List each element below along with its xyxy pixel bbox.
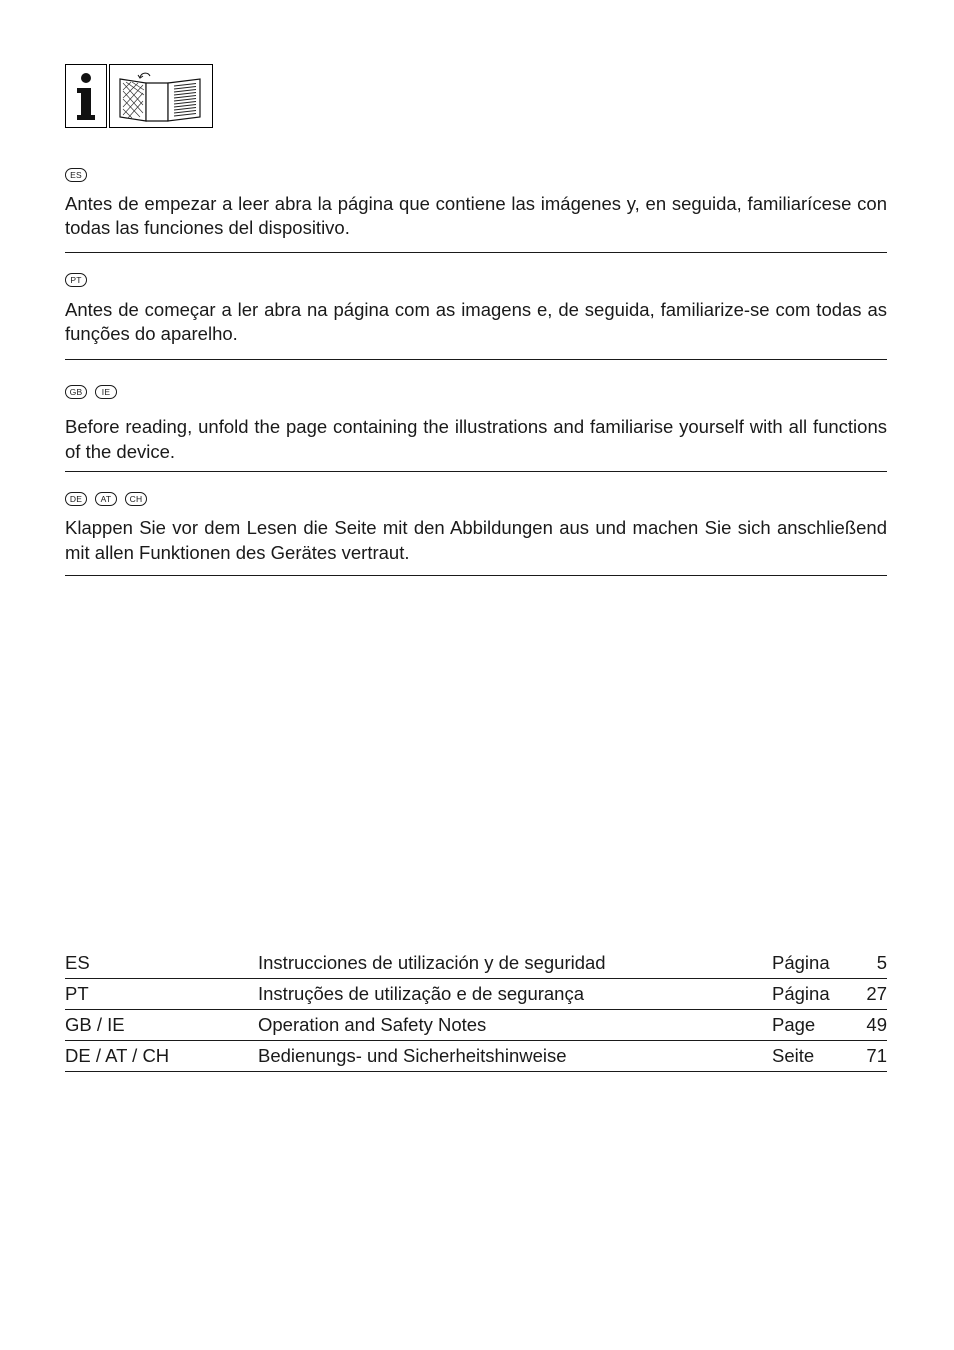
toc-row[interactable] [65,1041,887,1072]
section-text: Before reading, unfold the page containing the illustrations and familiarise yourself with all functions of the device. [65,416,887,462]
country-badges [65,166,887,184]
country-badge: ES [65,168,87,182]
toc-language-code: DE / AT / CH [65,1045,170,1066]
divider [65,252,887,253]
toc-page-number: 27 [866,983,887,1004]
toc-page-label: Página [772,952,830,973]
toc-title: Instruções de utilização e de segurança [258,983,585,1004]
divider [65,359,887,360]
section-de-at-ch [65,490,887,565]
toc-page-number: 5 [876,952,887,973]
info-icon [65,64,107,128]
toc-title: Operation and Safety Notes [258,1014,487,1035]
section-gb-ie [65,383,887,464]
table-of-contents [65,948,887,1072]
toc-language-code: GB / IE [65,1014,125,1035]
country-badges [65,383,887,401]
country-badge: CH [125,492,147,506]
toc-title: Instrucciones de utilización y de seguridad [258,952,606,973]
toc-row[interactable] [65,979,887,1010]
toc-page-label: Página [772,983,830,1004]
country-badges [65,490,887,508]
divider [65,471,887,472]
country-badge: IE [95,385,117,399]
toc-page-label: Seite [772,1045,815,1066]
section-text: Antes de empezar a leer abra la página que contiene las imágenes y, en seguida, familiarícese con todas las funciones del dispositivo. [65,193,887,238]
country-badges [65,271,887,289]
section-text: Antes de começar a ler abra na página com as imagens e, de seguida, familiarize-se com todas as funções do aparelho. [65,299,887,344]
country-badge: PT [65,273,87,287]
country-badge: DE [65,492,87,506]
toc-page-number: 71 [866,1045,887,1066]
unfold-page-icon [109,64,213,128]
country-badge: AT [95,492,117,506]
toc-title: Bedienungs- und Sicherheitshinweise [258,1045,567,1066]
toc-page-label: Page [772,1014,816,1035]
toc-page-number: 49 [866,1014,887,1035]
section-text: Klappen Sie vor dem Lesen die Seite mit den Abbildungen aus und machen Sie sich anschließend mit allen Funktionen des Gerätes vertraut. [65,517,887,563]
toc-language-code: ES [65,952,90,973]
divider [65,575,887,576]
toc-row[interactable] [65,948,887,979]
section-es [65,166,887,240]
country-badge: GB [65,385,87,399]
toc-language-code: PT [65,983,89,1004]
section-pt [65,271,887,346]
toc-row[interactable] [65,1010,887,1041]
